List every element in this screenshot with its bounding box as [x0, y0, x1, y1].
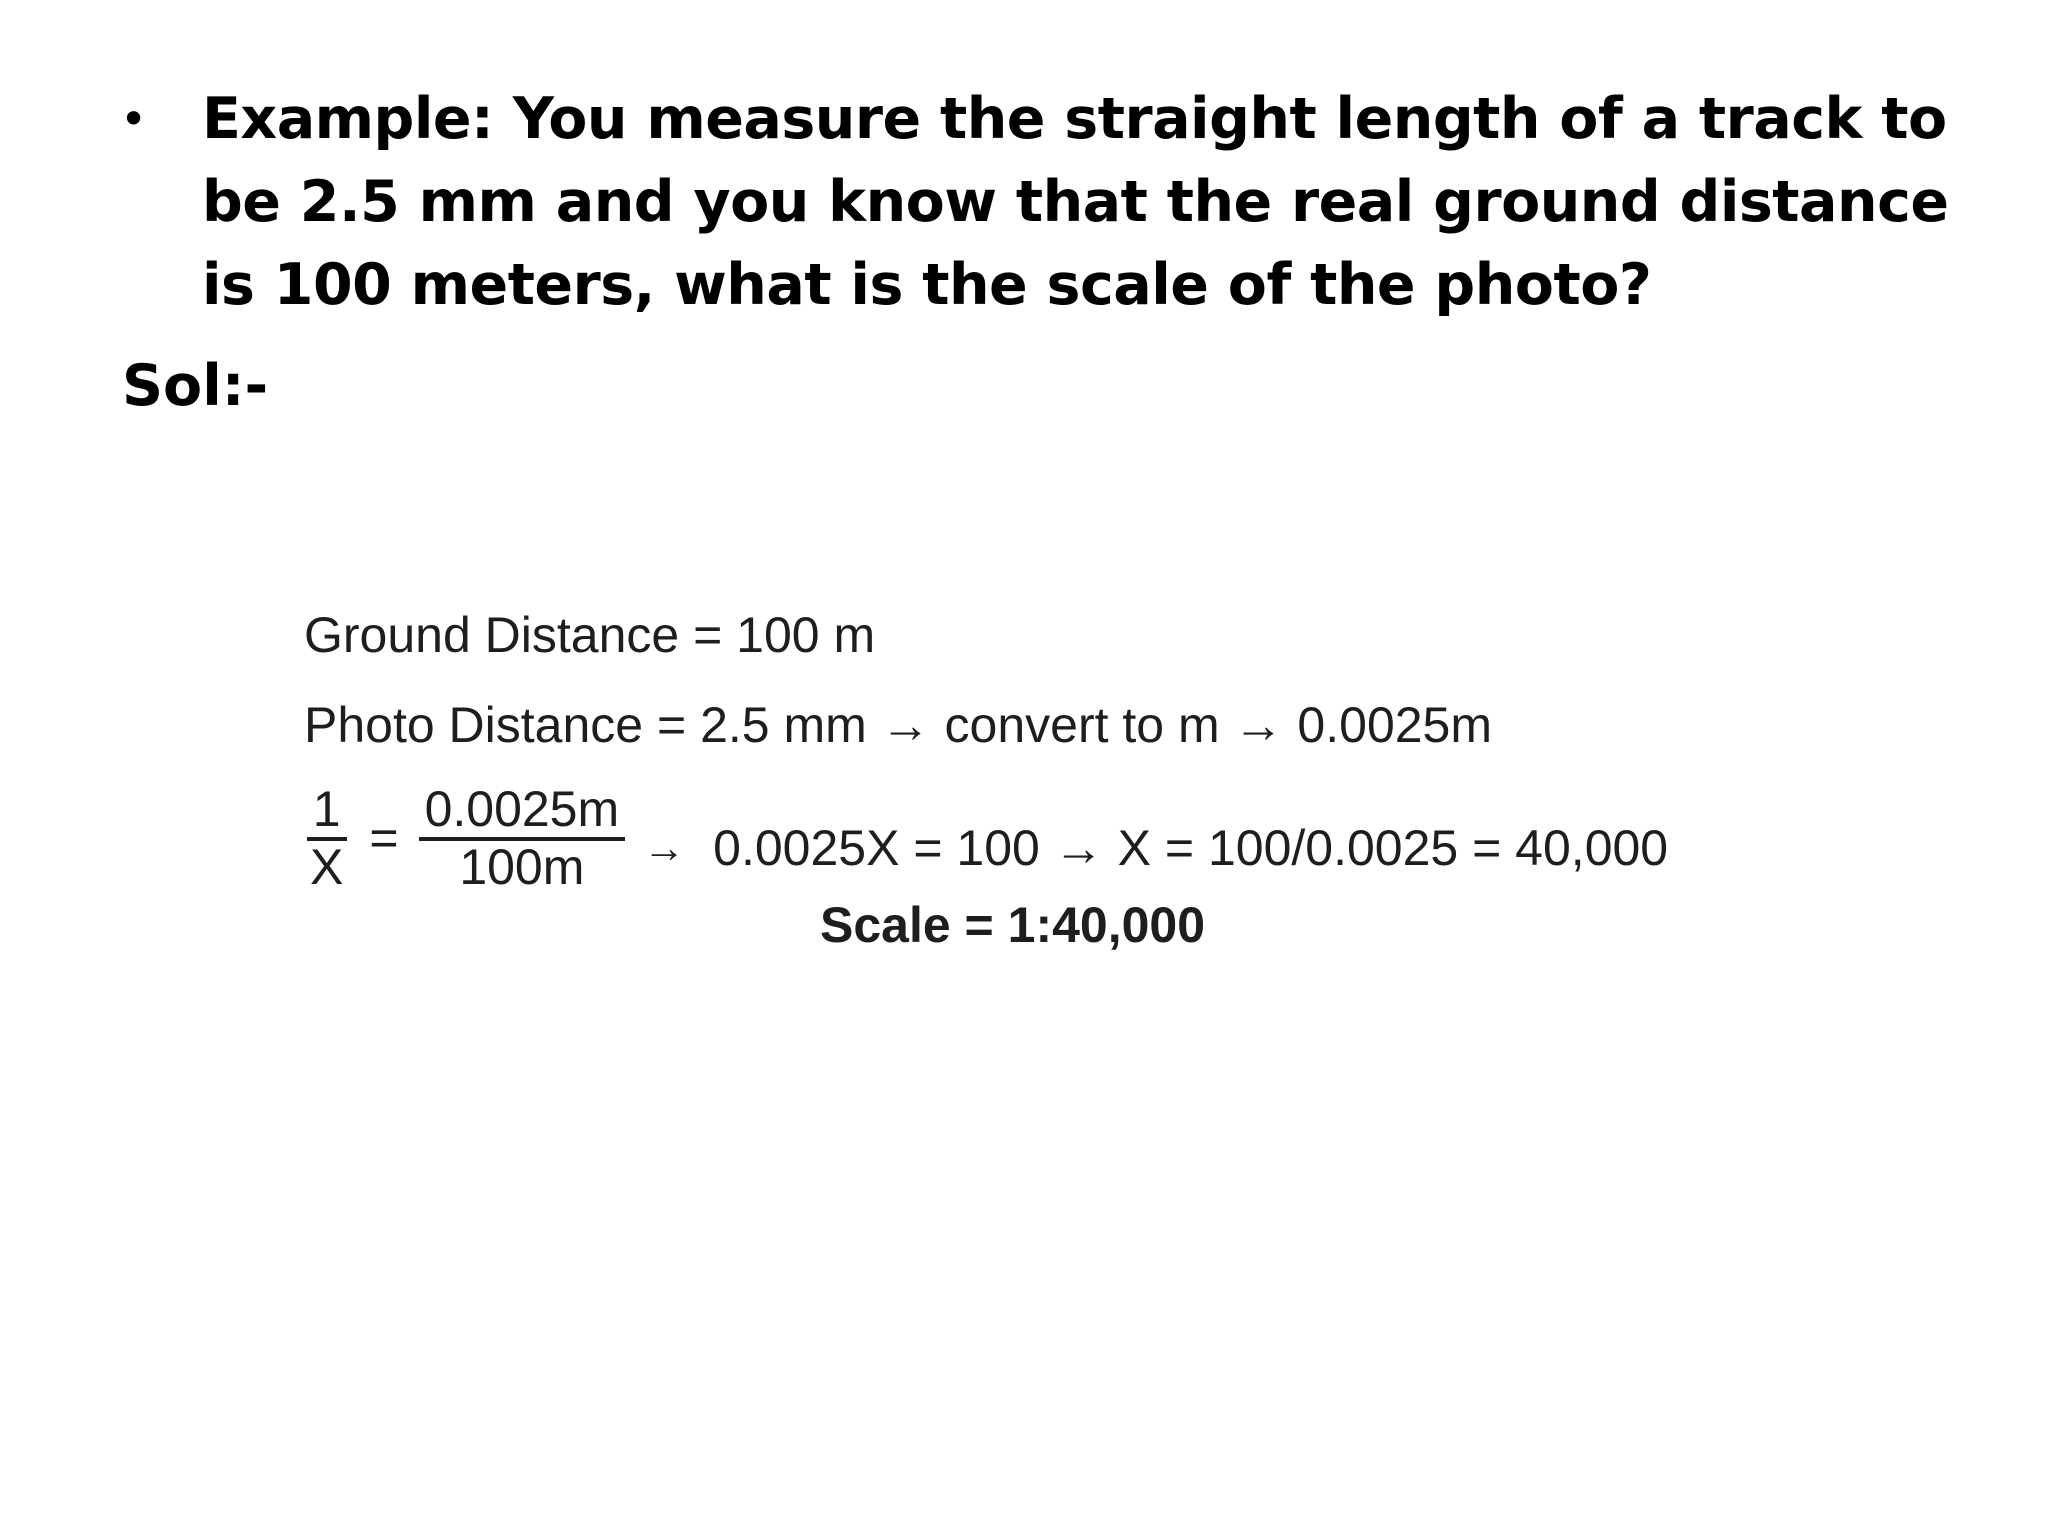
fraction-photo-over-ground	[419, 783, 626, 893]
example-text: Example: You measure the straight length of a track to be 2.5 mm and you know that the real ground distance is 100 meters, what is the scale of the photo?	[202, 86, 1949, 318]
bullet-row	[120, 78, 1980, 327]
fraction-one-over-x	[304, 783, 349, 893]
solution-label: Sol:-	[122, 353, 269, 419]
solution-equations-image	[300, 595, 1780, 975]
equals-sign: =	[369, 810, 399, 866]
bullet-dot: •	[120, 92, 148, 146]
fraction-denominator: 100m	[459, 839, 585, 895]
scale-ratio-equation	[304, 778, 1668, 898]
example-bullet	[120, 78, 1980, 327]
arrow-right-icon: →	[643, 824, 686, 871]
scale-result: Scale = 1:40,000	[820, 897, 1206, 953]
fraction-numerator: 1	[307, 783, 347, 841]
photo-distance-equation: Photo Distance = 2.5 mm → convert to m → 0.0025m	[304, 697, 1493, 753]
fraction-numerator: 0.0025m	[419, 783, 626, 841]
ground-distance-equation: Ground Distance = 100 m	[304, 607, 876, 663]
fraction-denominator: X	[310, 839, 344, 895]
computation-text: 0.0025X = 100 → X = 100/0.0025 = 40,000	[713, 820, 1669, 876]
